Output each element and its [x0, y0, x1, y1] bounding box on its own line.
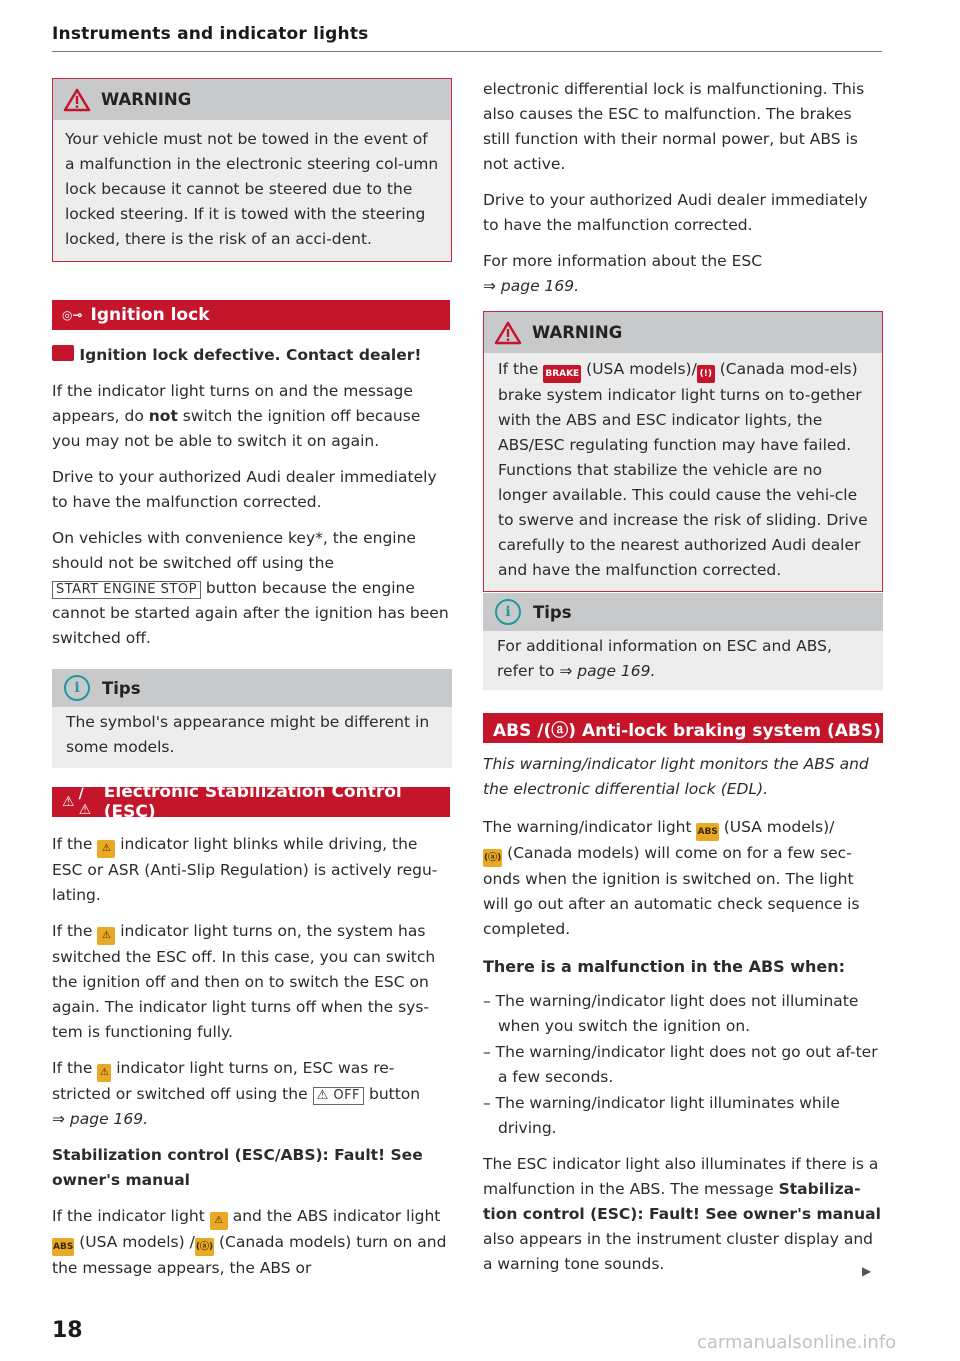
tips-header — [52, 669, 452, 707]
abs-canada-icon: (ⓐ) — [483, 849, 502, 867]
start-engine-stop-button-label: START ENGINE STOP — [52, 581, 201, 599]
esc-heading-text: Electronic Stabilization Control (ESC) — [103, 782, 402, 822]
left-column-text-ignition — [52, 343, 452, 651]
abs-malfunction-list — [483, 989, 883, 1141]
watermark: carmanualsonline.info — [697, 1332, 897, 1353]
ignition-key-icon: ◎⊸ — [62, 308, 83, 322]
esc-off-indicator-icon: ⚠ — [97, 1064, 111, 1082]
warning-label: WARNING — [532, 323, 623, 342]
abs-usa-icon: ABS — [52, 1238, 74, 1256]
esc-abs-fault-subheading: Stabilization control (ESC/ABS): Fault! See owner's manual — [52, 1146, 423, 1189]
warning-triangle-icon — [63, 88, 91, 112]
ignition-red-icon — [52, 345, 74, 361]
section-heading-ignition-lock — [52, 300, 450, 330]
warning-header — [53, 79, 451, 120]
warning-triangle-icon — [494, 321, 522, 345]
abs-canada-icon: (ⓐ) — [195, 1238, 214, 1256]
right-column-text-top — [483, 77, 883, 299]
page-reference[interactable]: ⇒ page 169. — [483, 277, 580, 295]
tips-box-1 — [52, 669, 452, 768]
section-heading-esc — [52, 782, 450, 822]
tips-text: The symbol's appearance might be different in some models. — [52, 707, 452, 768]
abs-para-2: The ESC indicator light also illuminates if there is a malfunction in the ABS. The message Stabiliza-tion control (ESC): Fault! See owner's manual also appears in the instrument cluster display and a warning tone sounds. — [483, 1155, 881, 1273]
esc-indicator-icon: ⚠ — [97, 840, 115, 858]
left-column-text-esc — [52, 832, 452, 1281]
tips-label: Tips — [102, 678, 141, 698]
list-item: – The warning/indicator light does not illuminate when you switch the ignition on. — [483, 992, 859, 1035]
warning-text: Your vehicle must not be towed in the event of a malfunction in the electronic steering col-umn lock because it cannot be steered due to the locked steering. If it is towed with the steering locked, there is the risk of an acci-dent. — [53, 120, 451, 261]
brake-canada-icon: (!) — [697, 365, 715, 383]
brake-icon: BRAKE — [543, 365, 581, 383]
right-para-2: Drive to your authorized Audi dealer immediately to have the malfunction corrected. — [483, 191, 868, 234]
right-column-text-abs — [483, 752, 883, 1277]
warning-text: If the BRAKE (USA models)/ (!) (Canada mod-els) brake system indicator light turns on to-gether with the ABS and ESC indicator lights, the ABS/ESC regulating function may have failed. Functions that stabilize the vehicle are no longer available. This could cause the vehi-cle to swerve and increase the risk of sliding. Drive carefully to the nearest authorized Audi dealer and have the malfunction corrected. — [484, 353, 882, 591]
page-reference[interactable]: ⇒ page 169. — [559, 662, 656, 680]
list-item: – The warning/indicator light does not go out af-ter a few seconds. — [483, 1043, 878, 1086]
esc-off-icon: /⚠ — [78, 786, 92, 818]
abs-malfunction-subheading: There is a malfunction in the ABS when: — [483, 957, 846, 976]
ignition-para-2: Drive to your authorized Audi dealer immediately to have the malfunction corrected. — [52, 468, 437, 511]
ignition-para-1: If the indicator light turns on and the message appears, do not switch the ignition off because you may not be able to switch it on again. — [52, 382, 421, 450]
ignition-subheading: Ignition lock defective. Contact dealer! — [52, 343, 452, 368]
continued-arrow-icon: ▶ — [862, 1264, 872, 1278]
info-icon: i — [495, 599, 521, 625]
esc-indicator-icon: ⚠ — [97, 927, 115, 945]
list-item: – The warning/indicator light illuminates while driving. — [483, 1094, 840, 1137]
esc-para-1: If the ⚠ indicator light blinks while driving, the ESC or ASR (Anti-Slip Regulation) is actively regu-lating. — [52, 835, 438, 904]
abs-para-1: The warning/indicator light ABS (USA models)/ (ⓐ) (Canada models) will come on for a few sec-onds when the ignition is switched on. The light will go out after an automatic check sequence is completed. — [483, 818, 860, 938]
esc-para-3: If the ⚠ indicator light turns on, ESC was re-stricted or switched off using the ⚠ OFF button ⇒ page 169. — [52, 1059, 421, 1128]
ignition-heading-text: Ignition lock — [90, 305, 210, 325]
esc-para-2: If the ⚠ indicator light turns on, the system has switched the ESC off. In this case, you can switch the ignition off and then on to switch the ESC on again. The indicator light turns off when the sys-tem is functioning fully. — [52, 922, 436, 1041]
abs-usa-icon: ABS — [696, 823, 718, 841]
tips-header — [483, 593, 883, 631]
esc-para-4: If the indicator light ⚠ and the ABS indicator light ABS (USA models) /(ⓐ) (Canada models) turn on and the message appears, the ABS or — [52, 1207, 447, 1277]
warning-label: WARNING — [101, 90, 192, 109]
right-para-1: electronic differential lock is malfunctioning. This also causes the ESC to malfunction. The brakes still function with their normal power, but ABS is not active. — [483, 80, 865, 173]
right-para-3: For more information about the ESC ⇒ page 169. — [483, 252, 763, 295]
section-heading-abs — [483, 713, 883, 743]
esc-indicator-icon: ⚠ — [210, 1212, 228, 1230]
tips-box-2 — [483, 593, 883, 690]
abs-intro: This warning/indicator light monitors the ABS and the electronic differential lock (EDL). — [483, 755, 869, 798]
page-number: 18 — [52, 1318, 83, 1343]
warning-box-brake — [483, 311, 883, 592]
tips-label: Tips — [533, 602, 572, 622]
header-rule — [52, 51, 882, 52]
page-reference[interactable]: ⇒ page 169. — [52, 1110, 149, 1128]
page-header-title: Instruments and indicator lights — [52, 24, 369, 44]
warning-header — [484, 312, 882, 353]
esc-icon: ⚠ — [62, 794, 75, 810]
warning-box-steering — [52, 78, 452, 262]
abs-heading-text: ABS /(ⓐ) Anti-lock braking system (ABS) — [493, 720, 881, 741]
tips-text: For additional information on ESC and ABS, refer to ⇒ page 169. — [483, 631, 883, 690]
ignition-para-3: On vehicles with convenience key*, the engine should not be switched off using the START ENGINE STOP button because the engine cannot be started again after the ignition has been switched off. — [52, 529, 449, 647]
esc-off-button-label: ⚠ OFF — [313, 1087, 364, 1105]
info-icon: i — [64, 675, 90, 701]
